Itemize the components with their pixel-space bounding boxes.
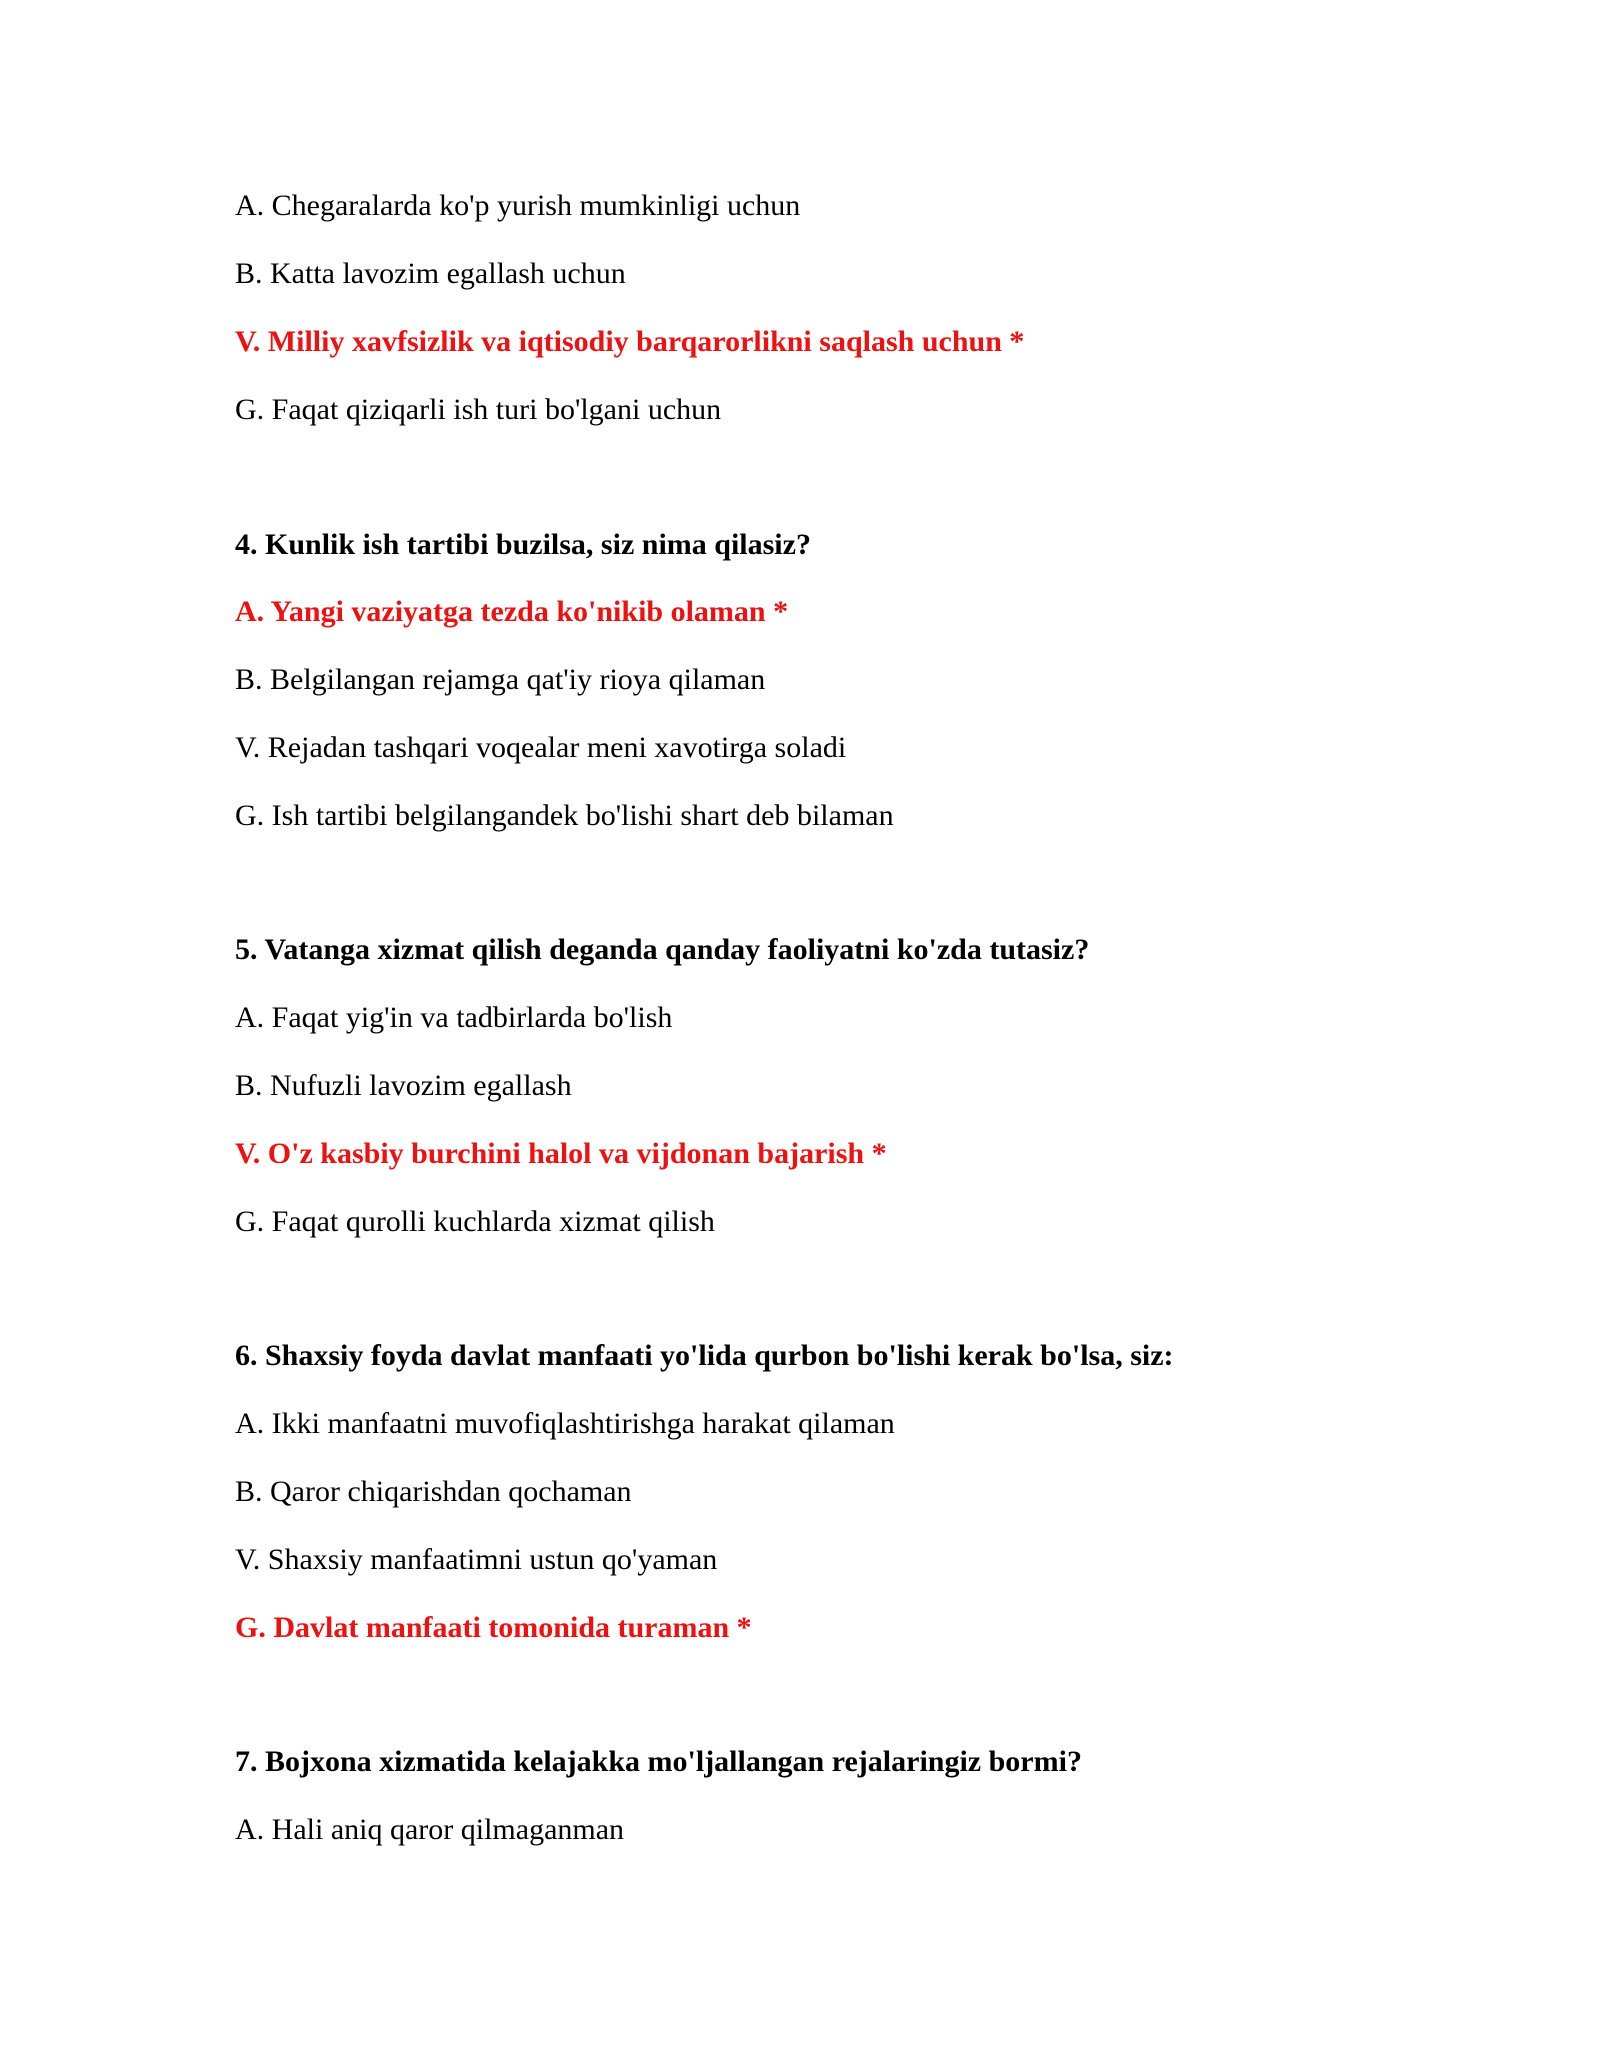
option-4b: B. Belgilangan rejamga qat'iy rioya qilaman — [235, 663, 766, 696]
option-4a-correct: A. Yangi vaziyatga tezda ko'nikib olaman * — [235, 595, 789, 628]
option-6g-correct: G. Davlat manfaati tomonida turaman * — [235, 1611, 752, 1644]
option-5b: B. Nufuzli lavozim egallash — [235, 1069, 572, 1102]
option-6b: B. Qaror chiqarishdan qochaman — [235, 1475, 632, 1508]
question-5: 5. Vatanga xizmat qilish deganda qanday faoliyatni ko'zda tutasiz? — [235, 933, 1090, 966]
option-3a: A. Chegaralarda ko'p yurish mumkinligi uchun — [235, 189, 801, 222]
option-3b: B. Katta lavozim egallash uchun — [235, 257, 626, 290]
option-5g: G. Faqat qurolli kuchlarda xizmat qilish — [235, 1205, 715, 1238]
option-3g: G. Faqat qiziqarli ish turi bo'lgani uchun — [235, 393, 722, 426]
question-4: 4. Kunlik ish tartibi buzilsa, siz nima qilasiz? — [235, 528, 811, 561]
option-4v: V. Rejadan tashqari voqealar meni xavotirga soladi — [235, 731, 847, 764]
option-3v-correct: V. Milliy xavfsizlik va iqtisodiy barqarorlikni saqlash uchun * — [235, 325, 1025, 358]
option-5v-correct: V. O'z kasbiy burchini halol va vijdonan bajarish * — [235, 1137, 887, 1170]
question-6: 6. Shaxsiy foyda davlat manfaati yo'lida qurbon bo'lishi kerak bo'lsa, siz: — [235, 1339, 1174, 1372]
option-5a: A. Faqat yig'in va tadbirlarda bo'lish — [235, 1001, 673, 1034]
option-7a: A. Hali aniq qaror qilmaganman — [235, 1813, 625, 1846]
question-7: 7. Bojxona xizmatida kelajakka mo'ljallangan rejalaringiz bormi? — [235, 1745, 1082, 1778]
option-6v: V. Shaxsiy manfaatimni ustun qo'yaman — [235, 1543, 718, 1576]
option-4g: G. Ish tartibi belgilangandek bo'lishi shart deb bilaman — [235, 799, 894, 832]
option-6a: A. Ikki manfaatni muvofiqlashtirishga harakat qilaman — [235, 1407, 895, 1440]
